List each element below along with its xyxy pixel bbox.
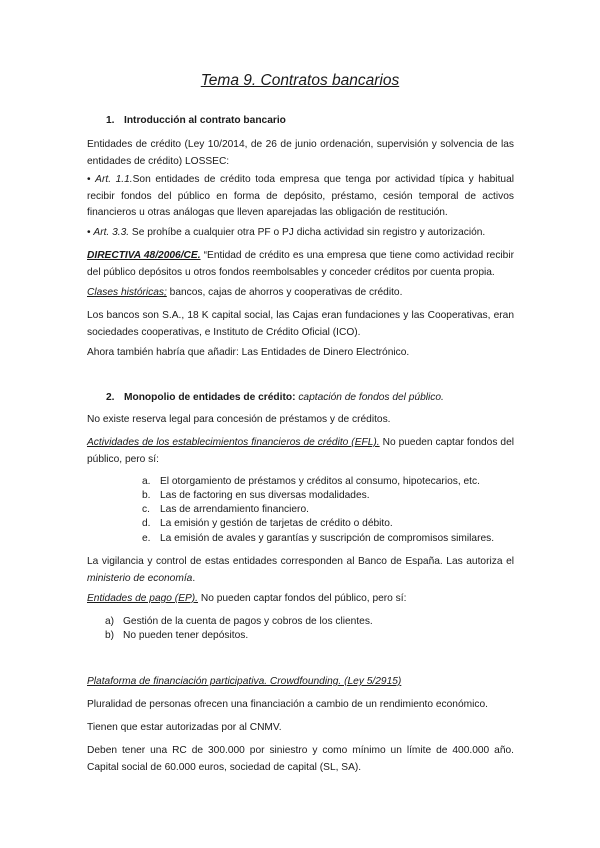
- pluralidad-paragraph: Pluralidad de personas ofrecen una financiación a cambio de un rendimiento económico.: [87, 699, 488, 710]
- clases-text: bancos, cajas de ahorros y cooperativas de crédito.: [166, 287, 403, 298]
- page-title: Tema 9. Contratos bancarios: [200, 72, 400, 89]
- art-1-1-text: Son entidades de crédito toda empresa que tenga por actividad típica y habitual recibir fondos del público en forma de depósito, préstamo, cesión temporal de activos financieros u otras análogas que lleven aparejadas las obligación de restitución.: [87, 174, 514, 218]
- list-item: b) No pueden tener depósitos.: [105, 630, 249, 641]
- section-1-title: Introducción al contrato bancario: [124, 115, 286, 126]
- entidades-paragraph: Entidades de crédito (Ley 10/2014, de 26 de junio ordenación, supervisión y solvencia de las entidades de crédito) LOSSEC:: [87, 139, 514, 167]
- list-item: a. El otorgamiento de préstamos y créditos al consumo, hipotecarios, etc.: [142, 476, 480, 487]
- art-3-3-paragraph: [87, 225, 514, 242]
- bancos-paragraph: Los bancos son S.A., 18 K capital social, las Cajas eran fundaciones y las Cooperativas, eran sociedades cooperativas, e Instituto de Crédito Oficial (ICO).: [87, 310, 514, 338]
- art-3-3-text: Se prohíbe a cualquier otra PF o PJ dicha actividad sin registro y autorización.: [129, 227, 486, 238]
- ep-text: No pueden captar fondos del público, pero sí:: [198, 593, 407, 604]
- efl-text: No pueden captar fondos del público, pero sí:: [87, 437, 515, 465]
- bullet: •: [87, 227, 94, 238]
- no-existe-paragraph: No existe reserva legal para concesión de préstamos y de créditos.: [87, 414, 391, 425]
- section-2-title: Monopolio de entidades de crédito:: [124, 392, 296, 403]
- art-3-3-ref: Art. 3.3.: [93, 227, 130, 238]
- clases-label: Clases históricas;: [87, 287, 167, 298]
- vigilancia-paragraph: La vigilancia y control de estas entidades corresponden al Banco de España. Las autoriza el ministerio de economía.: [87, 556, 514, 584]
- vigilancia-text: La vigilancia y control de estas entidades corresponden al Banco de España. Las autoriza el: [87, 556, 514, 567]
- rc-paragraph: Deben tener una RC de 300.000 por siniestro y como mínimo un límite de 400.000 año. Capital social de 60.000 euros, sociedad de capital (SL, SA).: [87, 745, 514, 773]
- section-1-heading: [106, 115, 286, 126]
- ahora-paragraph: Ahora también habría que añadir: Las Entidades de Dinero Electrónico.: [87, 347, 410, 358]
- art-1-1-paragraph: [87, 172, 514, 222]
- section-2-number: 2.: [106, 392, 115, 403]
- efl-paragraph: [87, 435, 514, 468]
- autorizadas-paragraph: Tienen que estar autorizadas por al CNMV.: [87, 722, 282, 733]
- efl-label: Actividades de los establecimientos financieros de crédito (EFL).: [87, 437, 380, 448]
- crowdfunding-heading: Plataforma de financiación participativa. Crowdfounding. (Ley 5/2915): [87, 676, 402, 687]
- list-item: d. La emisión y gestión de tarjetas de crédito o débito.: [142, 518, 393, 529]
- ep-paragraph: [87, 591, 514, 608]
- directiva-paragraph: [87, 248, 514, 281]
- section-2-title-italic: captación de fondos del público.: [295, 392, 444, 403]
- section-1-number: 1.: [106, 115, 115, 126]
- clases-paragraph: [87, 285, 514, 302]
- directiva-text: “Entidad de crédito es una empresa que tiene como actividad recibir del público depósitos u otros fondos reembolsables y conceder créditos por cuenta propia.: [87, 250, 514, 278]
- section-2-heading: [106, 392, 444, 403]
- list-item: a) Gestión de la cuenta de pagos y cobros de los clientes.: [105, 616, 373, 627]
- list-item: c. Las de arrendamiento financiero.: [142, 504, 309, 515]
- ep-label: Entidades de pago (EP).: [87, 593, 199, 604]
- directiva-ref: DIRECTIVA 48/2006/CE.: [87, 250, 201, 261]
- art-1-1-ref: Art. 1.1.: [95, 174, 133, 185]
- list-item: e. La emisión de avales y garantías y suscripción de compromisos similares.: [142, 533, 495, 544]
- list-item: b. Las de factoring en sus diversas modalidades.: [142, 490, 370, 501]
- vigilancia-italic: ministerio de economía: [87, 572, 193, 584]
- bullet: •: [87, 174, 96, 185]
